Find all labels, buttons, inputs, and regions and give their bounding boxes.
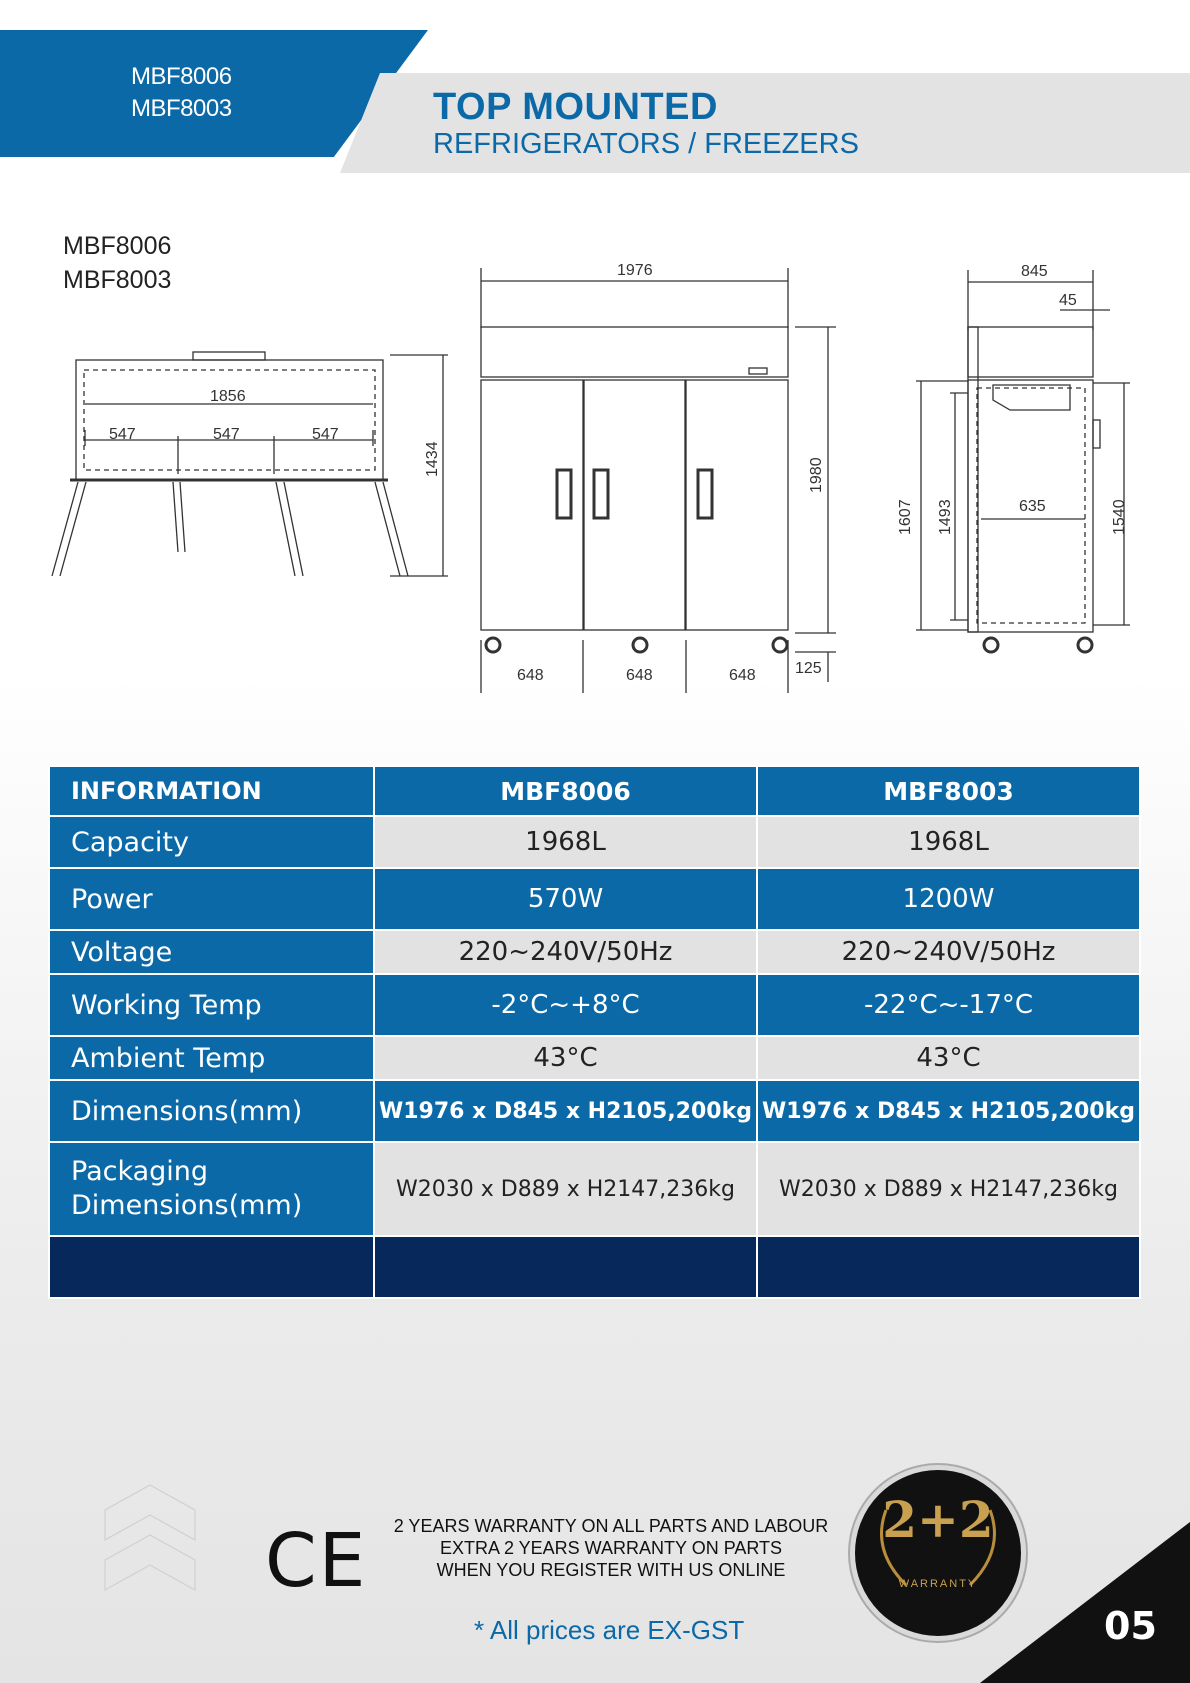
cell-mbf8003: 220~240V/50Hz: [757, 930, 1140, 974]
front-view-drawing: [481, 268, 836, 693]
warranty-line-2: EXTRA 2 YEARS WARRANTY ON PARTS: [439, 1538, 783, 1558]
dim-top-shelf-2: 547: [213, 426, 240, 443]
table-row-power: [49, 868, 1140, 930]
cell-mbf8006: W2030 x D889 x H2147,236kg: [374, 1142, 757, 1236]
cell-mbf8003: W2030 x D889 x H2147,236kg: [757, 1142, 1140, 1236]
cell-mbf8003: 1968L: [757, 816, 1140, 868]
cell-mbf8006: 220~240V/50Hz: [374, 930, 757, 974]
dim-side-outer-height: 1607: [897, 499, 914, 535]
dim-door-3: 648: [729, 667, 756, 684]
price-note: * All prices are EX-GST: [474, 1615, 745, 1645]
row-label: Capacity: [49, 816, 374, 868]
warranty-text: [372, 1515, 850, 1581]
table-row-dimensions: [49, 1080, 1140, 1142]
dim-side-inner-depth: 635: [1019, 498, 1046, 515]
page-subtitle: REFRIGERATORS / FREEZERS: [433, 128, 859, 160]
cell-mbf8003: -22°C~-17°C: [757, 974, 1140, 1036]
header-model-1: MBF8006: [131, 63, 232, 90]
dim-top-width: 1856: [210, 388, 246, 405]
cell-mbf8006: 570W: [374, 868, 757, 930]
table-row-capacity: [49, 816, 1140, 868]
dim-door-1: 648: [517, 667, 544, 684]
table-row-ambient-temp: [49, 1036, 1140, 1080]
page-number: 05: [1104, 1604, 1157, 1648]
row-label-line-2: Dimensions(mm): [71, 1190, 303, 1221]
warranty-line-3: WHEN YOU REGISTER WITH US ONLINE: [436, 1560, 786, 1580]
table-header-information: INFORMATION: [49, 766, 374, 816]
dim-side-handle: 45: [1059, 292, 1077, 309]
dim-top-shelf-3: 547: [312, 426, 339, 443]
dim-side-door-height: 1540: [1111, 499, 1128, 535]
drawing-model-2: MBF8003: [63, 266, 172, 294]
dim-front-width: 1976: [617, 262, 653, 279]
row-label: Ambient Temp: [49, 1036, 374, 1080]
dim-castor-height: 125: [795, 660, 822, 677]
cell-mbf8006: -2°C~+8°C: [374, 974, 757, 1036]
drawing-model-1: MBF8006: [63, 232, 172, 260]
table-row-working-temp: [49, 974, 1140, 1036]
row-label: Voltage: [49, 930, 374, 974]
dim-side-depth: 845: [1021, 263, 1048, 280]
badge-number: 2+2: [882, 1490, 994, 1549]
watermark-logo-icon: [100, 1480, 200, 1610]
table-footer-cell: [49, 1236, 374, 1298]
warranty-line-1: 2 YEARS WARRANTY ON ALL PARTS AND LABOUR: [393, 1516, 829, 1536]
cell-mbf8003: 43°C: [757, 1036, 1140, 1080]
dim-side-inner-height: 1493: [937, 499, 954, 535]
table-footer-row: [49, 1236, 1140, 1298]
table-row-voltage: [49, 930, 1140, 974]
dim-top-shelf-1: 547: [109, 426, 136, 443]
cell-mbf8003: 1200W: [757, 868, 1140, 930]
dim-front-height: 1980: [808, 457, 825, 493]
spec-table: [48, 765, 1141, 1299]
table-footer-cell: [374, 1236, 757, 1298]
table-footer-cell: [757, 1236, 1140, 1298]
badge-label: WARRANTY: [898, 1578, 978, 1590]
cell-mbf8006: 43°C: [374, 1036, 757, 1080]
row-label: Working Temp: [49, 974, 374, 1036]
table-header-mbf8006: MBF8006: [374, 766, 757, 816]
cell-mbf8006: 1968L: [374, 816, 757, 868]
top-view-drawing: [52, 352, 448, 576]
dim-door-2: 648: [626, 667, 653, 684]
row-label: Power: [49, 868, 374, 930]
dim-top-depth: 1434: [424, 441, 441, 477]
row-label: Dimensions(mm): [49, 1080, 374, 1142]
row-label-line-1: Packaging: [71, 1156, 209, 1187]
table-row-packaging-dimensions: [49, 1142, 1140, 1236]
page-title: TOP MOUNTED: [433, 86, 718, 128]
technical-drawings: [0, 0, 1190, 720]
row-label: [49, 1142, 374, 1236]
cell-mbf8006: W1976 x D845 x H2105,200kg: [374, 1080, 757, 1142]
header-model-2: MBF8003: [131, 95, 232, 122]
ce-mark-icon: CE: [265, 1518, 368, 1604]
cell-mbf8003: W1976 x D845 x H2105,200kg: [757, 1080, 1140, 1142]
table-header-mbf8003: MBF8003: [757, 766, 1140, 816]
table-header-row: [49, 766, 1140, 816]
side-view-drawing: [916, 270, 1130, 652]
